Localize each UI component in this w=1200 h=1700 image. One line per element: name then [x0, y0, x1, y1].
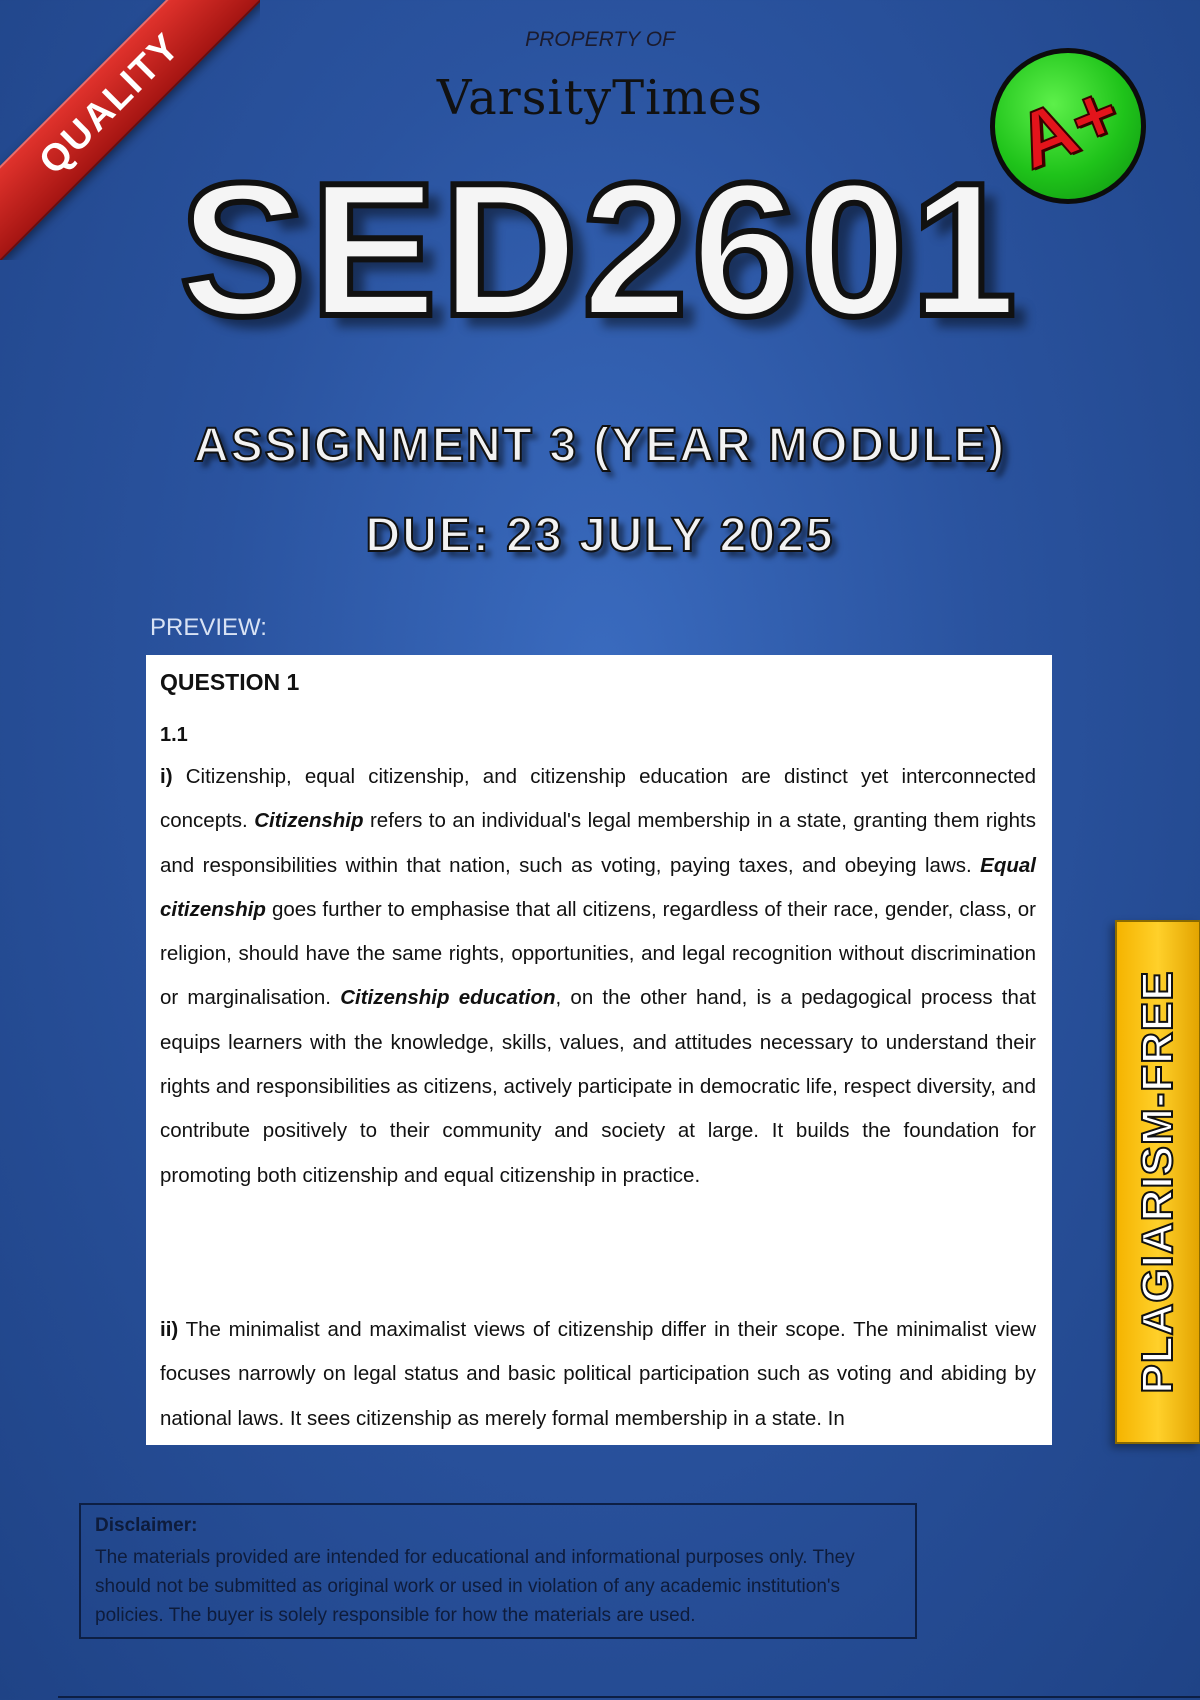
paragraph-text: , on the other hand, is a pedagogical process that equips learners with the knowledge, skills, values, and attitudes necessary to understand their rights and responsibilities as citizens, actively participate in democratic life, respect diversity, and contribute positively to their community and society at large. It builds the foundation for promoting both citizenship and equal citizenship in practice.: [160, 986, 1036, 1187]
key-term: Equal citizenship: [160, 853, 1036, 921]
key-term: Citizenship: [254, 809, 364, 833]
answer-paragraph-2: [160, 1308, 1036, 1441]
assignment-title: ASSIGNMENT 3 (YEAR MODULE): [193, 419, 1007, 472]
sub-question-number: 1.1: [160, 724, 188, 746]
disclaimer-box: [79, 1503, 917, 1639]
brand-logo: VarsityTimes: [436, 70, 764, 126]
disclaimer-text: The materials provided are intended for educational and informational purposes only. They should not be submitted as original work or used in violation of any academic institution's policies. The buyer is solely responsible for how the materials are used.: [95, 1547, 855, 1626]
paragraph-lead: i): [160, 765, 173, 788]
paragraph-lead: ii): [160, 1317, 179, 1341]
plagiarism-free-label: PLAGIARISM-FREE: [1133, 970, 1182, 1394]
course-code: SED2601: [179, 144, 1021, 356]
property-of-label: PROPERTY OF: [525, 28, 675, 51]
answer-paragraph-1: [160, 755, 1036, 1198]
question-title: QUESTION 1: [160, 669, 300, 695]
disclaimer-title: Disclaimer:: [95, 1515, 198, 1536]
grade-badge-label: A+: [1004, 66, 1132, 186]
bottom-divider: [58, 1696, 1200, 1698]
due-date: DUE: 23 JULY 2025: [365, 509, 835, 562]
preview-panel: [146, 655, 1052, 1445]
paragraph-text: goes further to emphasise that all citizens, regardless of their race, gender, class, or religion, should have the same rights, opportunities, and legal recognition without discrimination or marginalisation.: [160, 897, 1036, 1010]
paragraph-text: The minimalist and maximalist views of citizenship differ in their scope. The minimalist view focuses narrowly on legal status and basic political participation such as voting and abiding by national laws. It sees citizenship as merely formal membership in a state. In: [160, 1317, 1036, 1430]
plagiarism-free-tab: [1115, 920, 1200, 1444]
paragraph-text: Citizenship, equal citizenship, and citizenship education are distinct yet interconnected concepts.: [160, 765, 1036, 833]
quality-ribbon-label: QUALITY: [0, 0, 260, 260]
paragraph-text: refers to an individual's legal membership in a state, granting them rights and responsibilities within that nation, such as voting, paying taxes, and obeying laws.: [160, 809, 1036, 877]
preview-label: PREVIEW:: [150, 614, 267, 641]
key-term: Citizenship education: [340, 986, 556, 1010]
